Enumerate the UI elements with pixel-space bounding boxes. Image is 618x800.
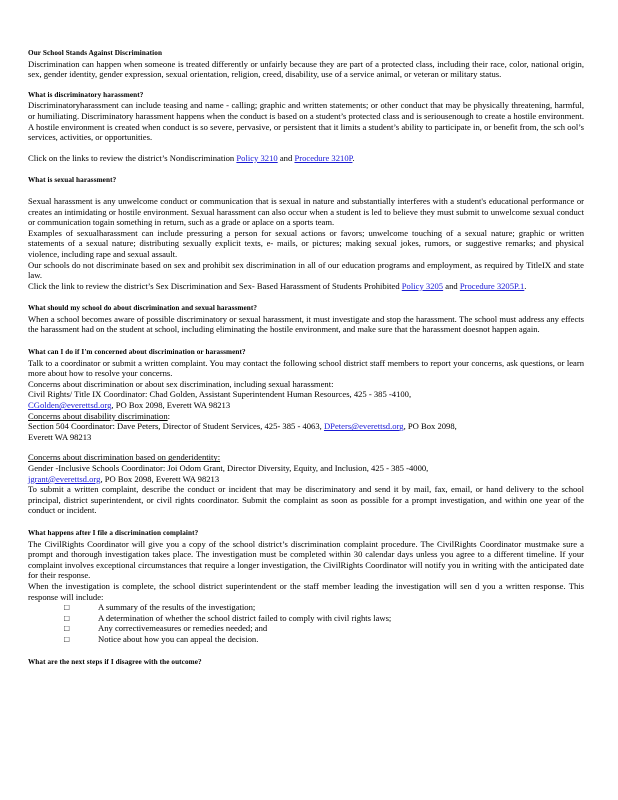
section-504-text: Section 504 Coordinator: Dave Peters, Director of Student Services, 425- 385 - 4063, — [28, 421, 322, 432]
paragraph-sexual-harassment-definition: Sexual harassment is any unwelcome conduct or communication that is sexual in nature and substantially interferes with a student's educational performance or creates an intimidating or hostile environment. Sexual harassment can also occur when a student is led to believe they must submit to unwelcome sexual conduct or communication togain something in return, such as a grade or aplace on a sports team. — [28, 195, 584, 228]
section-heading-discriminatory-harassment: What is discriminatory harassment? — [28, 90, 144, 99]
list-item-text: Any correctivemeasures or remedies needed; and — [98, 623, 268, 634]
list-item-text: A summary of the results of the investigation; — [98, 602, 256, 613]
paragraph-written-response: When the investigation is complete, the school district superintendent or the staff member leading the investigation will sen d you a written response. This response will include: — [28, 580, 584, 602]
section-504-address: , PO Box 2098, — [403, 421, 457, 432]
links-intro-text: Click on the links to review the district’s Nondiscrimination — [28, 152, 235, 163]
section-heading-sexual-harassment: What is sexual harassment? — [28, 176, 117, 185]
paragraph-contact-intro: Talk to a coordinator or submit a written complaint. You may contact the following school district staff members to report your concerns, ask questions, or learn more about how to resolve your concerns. — [28, 357, 584, 379]
concerns-gender-identity-label: Concerns about discrimination based on genderidentity: — [28, 452, 221, 463]
links-period: . — [352, 152, 355, 163]
list-item — [28, 634, 584, 645]
links-and-text: and — [279, 152, 293, 163]
paragraph-title-ix: Our schools do not discriminate based on sex and prohibit sex discrimination in all of our education programs and employment, as required by TitleIX and state law. — [28, 259, 584, 281]
paragraph-discriminatory-harassment: Discriminatoryharassment can include teasing and name - calling; graphic and written statements; or other conduct that may be physically threatening, harmful, or humiliating. Discriminatory harassment happens when the conduct is based on a student’s protected class and is seriousenough to create a hostile environment. A hostile environment is created when conduct is so severe, pervasive, or persistent that it limits a student’s ability to participate in, or benefit from, the sch ool’s services, activities, or opportunities. — [28, 100, 584, 143]
paragraph-coordinator-procedure: The CivilRights Coordinator will give you a copy of the school district’s discrimination complaint procedure. The CivilRights Coordinator mustmake sure a prompt and thorough investigation takes place. The investigation must be completed within 30 calendar days unless you agree to a different timeline. If your complaint involves exceptional circumstances that require a longer investigation, the CivilRights Coordinator will notify you in writing with the anticipated date for their response. — [28, 538, 584, 581]
bullet-box-icon: □ — [64, 612, 70, 623]
title-ix-coordinator-contact — [28, 400, 584, 411]
paragraph-submit-complaint: To submit a written complaint, describe the conduct or incident that may be discriminatory and send it by mail, fax, email, or hand delivery to the school principal, district superintendent, or civil rights coordinator. Submit the complaint as soon as possible for a prompt investigation, and within one year of the conduct or incident. — [28, 484, 584, 516]
dpeters-email-link[interactable]: DPeters@everettsd.org — [323, 421, 404, 432]
nondiscrimination-links-line — [28, 153, 584, 164]
title-ix-address: , PO Box 2098, Everett WA 98213 — [111, 400, 231, 411]
policy-3210-link[interactable]: Policy 3210 — [236, 152, 278, 163]
bullet-box-icon: □ — [64, 623, 70, 634]
title-ix-coordinator-line: Civil Rights/ Title IX Coordinator: Chad Golden, Assistant Superintendent Human Resources, 425 - 385 -4100, — [28, 389, 412, 400]
disability-label-colon: : — [167, 410, 171, 421]
section-504-city: Everett WA 98213 — [28, 431, 92, 442]
list-item-text: A determination of whether the school district failed to comply with civil rights laws; — [98, 612, 392, 623]
list-item — [28, 602, 584, 613]
gender-inclusive-coordinator-contact — [28, 474, 584, 485]
section-heading-after-filing: What happens after I file a discrimination complaint? — [28, 528, 199, 537]
gender-inclusive-coordinator-line: Gender -Inclusive Schools Coordinator: Joi Odom Grant, Director Diversity, Equity, and Inclusion, 425 - 385 -4000, — [28, 463, 429, 473]
links-and-text: and — [445, 280, 458, 291]
sex-discrimination-links-line — [28, 281, 584, 292]
paragraph-discrimination-definition: Discrimination can happen when someone is treated differently or unfairly because they are part of a protected class, including their race, color, national origin, sex, gender identity, gender expression, sexual orientation, religion, creed, disability, use of a service animal, or veteran or military status. — [28, 58, 584, 80]
disability-label-text: Concerns about disability discrimination — [28, 410, 168, 421]
list-item — [28, 613, 584, 624]
policy-3205-link[interactable]: Policy 3205 — [401, 280, 444, 291]
procedure-3205p1-link[interactable]: Procedure 3205P.1 — [459, 280, 525, 291]
section-heading-what-can-i-do: What can I do if I'm concerned about discrimination or harassment? — [28, 348, 246, 357]
links-intro-text: Click the link to review the district’s Sex Discrimination and Sex- Based Harassment of Students Prohibited — [28, 280, 400, 291]
list-item — [28, 623, 584, 634]
paragraph-school-obligations: When a school becomes aware of possible discriminatory or sexual harassment, it must investigate and stop the harassment. The school must address any effects the harassment had on the student at school, including eliminating the hostile environment, and make sure that the harassment doesnot happen again. — [28, 313, 584, 335]
links-period: . — [524, 280, 527, 291]
paragraph-sexual-harassment-examples: Examples of sexualharassment can include pressuring a person for sexual actions or favors; unwelcome touching of a sexual nature; graphic or written statements of a sexual nature; distributing sexually explicit texts, e- mails, or pictures; making sexual jokes, rumors, or suggestive remarks; and physical violence, including rape and sexual assault. — [28, 227, 584, 259]
gender-inclusive-address: , PO Box 2098, Everett WA 98213 — [100, 473, 220, 484]
section-heading-next-steps: What are the next steps if I disagree with the outcome? — [28, 657, 202, 666]
concerns-disability-label — [28, 411, 584, 422]
section-504-coordinator-line — [28, 421, 584, 432]
bullet-box-icon: □ — [64, 633, 70, 644]
section-heading-what-school-should-do: What should my school do about discrimination and sexual harassment? — [28, 304, 258, 313]
section-heading-stands-against: Our School Stands Against Discrimination — [28, 49, 163, 57]
jgrant-email-link[interactable]: jgrant@everettsd.org — [28, 473, 101, 484]
document-page — [28, 48, 584, 667]
bullet-box-icon: □ — [64, 602, 70, 613]
response-items-list — [28, 602, 584, 644]
cgolden-email-link[interactable]: CGolden@everettsd.org — [28, 400, 112, 411]
concerns-discrimination-label: Concerns about discrimination or about sex discrimination, including sexual harassment: — [28, 378, 334, 389]
list-item-text: Notice about how you can appeal the decision. — [98, 633, 259, 644]
procedure-3210p-link[interactable]: Procedure 3210P — [294, 152, 353, 163]
